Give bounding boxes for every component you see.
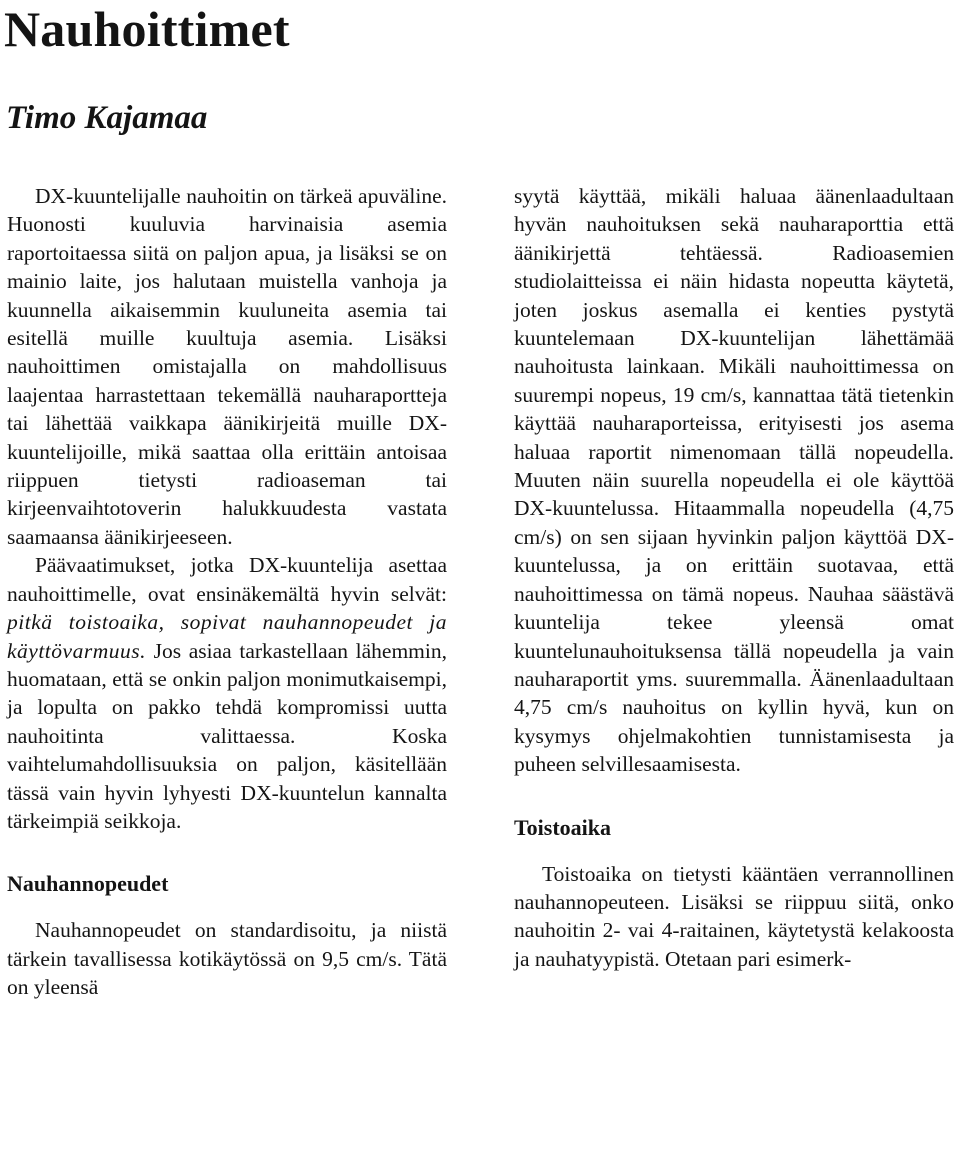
requirements-text-start: Päävaatimukset, jotka DX-kuuntelija asettaa nauhoittimelle, ovat ensinäkemältä hyvin selvät:	[7, 553, 447, 606]
tape-speed-paragraph: Nauhannopeudet on standardisoitu, ja niistä tärkein tavallisessa kotikäytössä on 9,5 cm/s. Tätä on yleensä	[7, 918, 447, 1000]
requirements-text-end: Jos asiaa tarkastellaan lähemmin, huomataan, että se onkin paljon monimutkaisempi, ja lopulta on pakko tehdä kompromissi uutta nauhoitinta valittaessa. Koska vaihtelumahdollisuuksia on paljon, käsitellään tässä vain hyvin lyhyesti DX-kuuntelun kannalta tärkeimpiä seikkoja.	[7, 638, 447, 833]
author-name: Timo Kajamaa	[6, 100, 208, 136]
playback-time-paragraph: Toistoaika on tietysti kääntäen verrannollinen nauhannopeuteen. Lisäksi se riippuu siitä, onko nauhoitin 2- vai 4-raitainen, käytetystä kelakoosta ja nauhatyypistä. Otetaan pari esimerk-	[514, 861, 954, 971]
intro-paragraph: DX-kuuntelijalle nauhoitin on tärkeä apuväline. Huonosti kuuluvia harvinaisia asemia raportoitaessa siitä on paljon apua, ja lisäksi se on mainio laite, jos halutaan muistella vanhoja ja kuunnella aikaisemmin kuuluneita asemia tai esitellä muille kuultuja asemia. Lisäksi nauhoittimen omistajalla on mahdollisuus laajentaa harrastettaan tekemällä nauharaportteja tai lähettää vaikkapa äänikirjeitä muille DX-kuuntelijoille, mikä saattaa olla erittäin antoisaa riippuen tietysti radioaseman tai kirjeenvaihtotoverin halukkuudesta vastata saamaansa äänikirjeeseen.	[7, 184, 447, 549]
section-heading-toistoaika: Toistoaika	[514, 814, 612, 840]
requirements-paragraph	[7, 551, 447, 835]
requirements-emphasis: pitkä toistoaika, sopivat nauhannopeudet ja käyttövarmuus.	[7, 610, 447, 663]
section-heading-nauhannopeudet: Nauhannopeudet	[7, 871, 169, 897]
article-title: Nauhoittimet	[4, 1, 290, 57]
tape-speed-continued-paragraph: syytä käyttää, mikäli haluaa äänenlaadultaan hyvän nauhoituksen sekä nauharaporttia että äänikirjettä tehtäessä. Radioasemien studiolaitteissa ei näin hidasta nopeutta käytetä, joten joskus asemalla ei kenties pystytä kuuntelemaan DX-kuuntelijan lähettämää nauhoitusta lainkaan. Mikäli nauhoittimessa on suurempi nopeus, 19 cm/s, kannattaa tätä tietenkin käyttää nauharaporteissa, erityisesti jos asema haluaa raportit nimenomaan tällä nopeudella. Muuten näin suurella nopeudella ei ole käyttöä DX-kuuntelussa. Hitaammalla nopeudella (4,75 cm/s) on sen sijaan hyvinkin paljon käyttöä DX-kuuntelussa, ja on erittäin suotavaa, että nauhoittimessa on tämä nopeus. Nauhaa säästävä kuuntelija tekee yleensä omat kuuntelunauhoituksensa tällä nopeudella ja vain nauharaportit yms. suuremmalla. Äänenlaadultaan 4,75 cm/s nauhoitus on kyllin hyvä, kun on kysymys ohjelmakohtien tunnistamisesta ja puheen selvillesaamisesta.	[514, 184, 954, 777]
right-column	[514, 182, 954, 973]
left-column	[7, 182, 447, 1002]
